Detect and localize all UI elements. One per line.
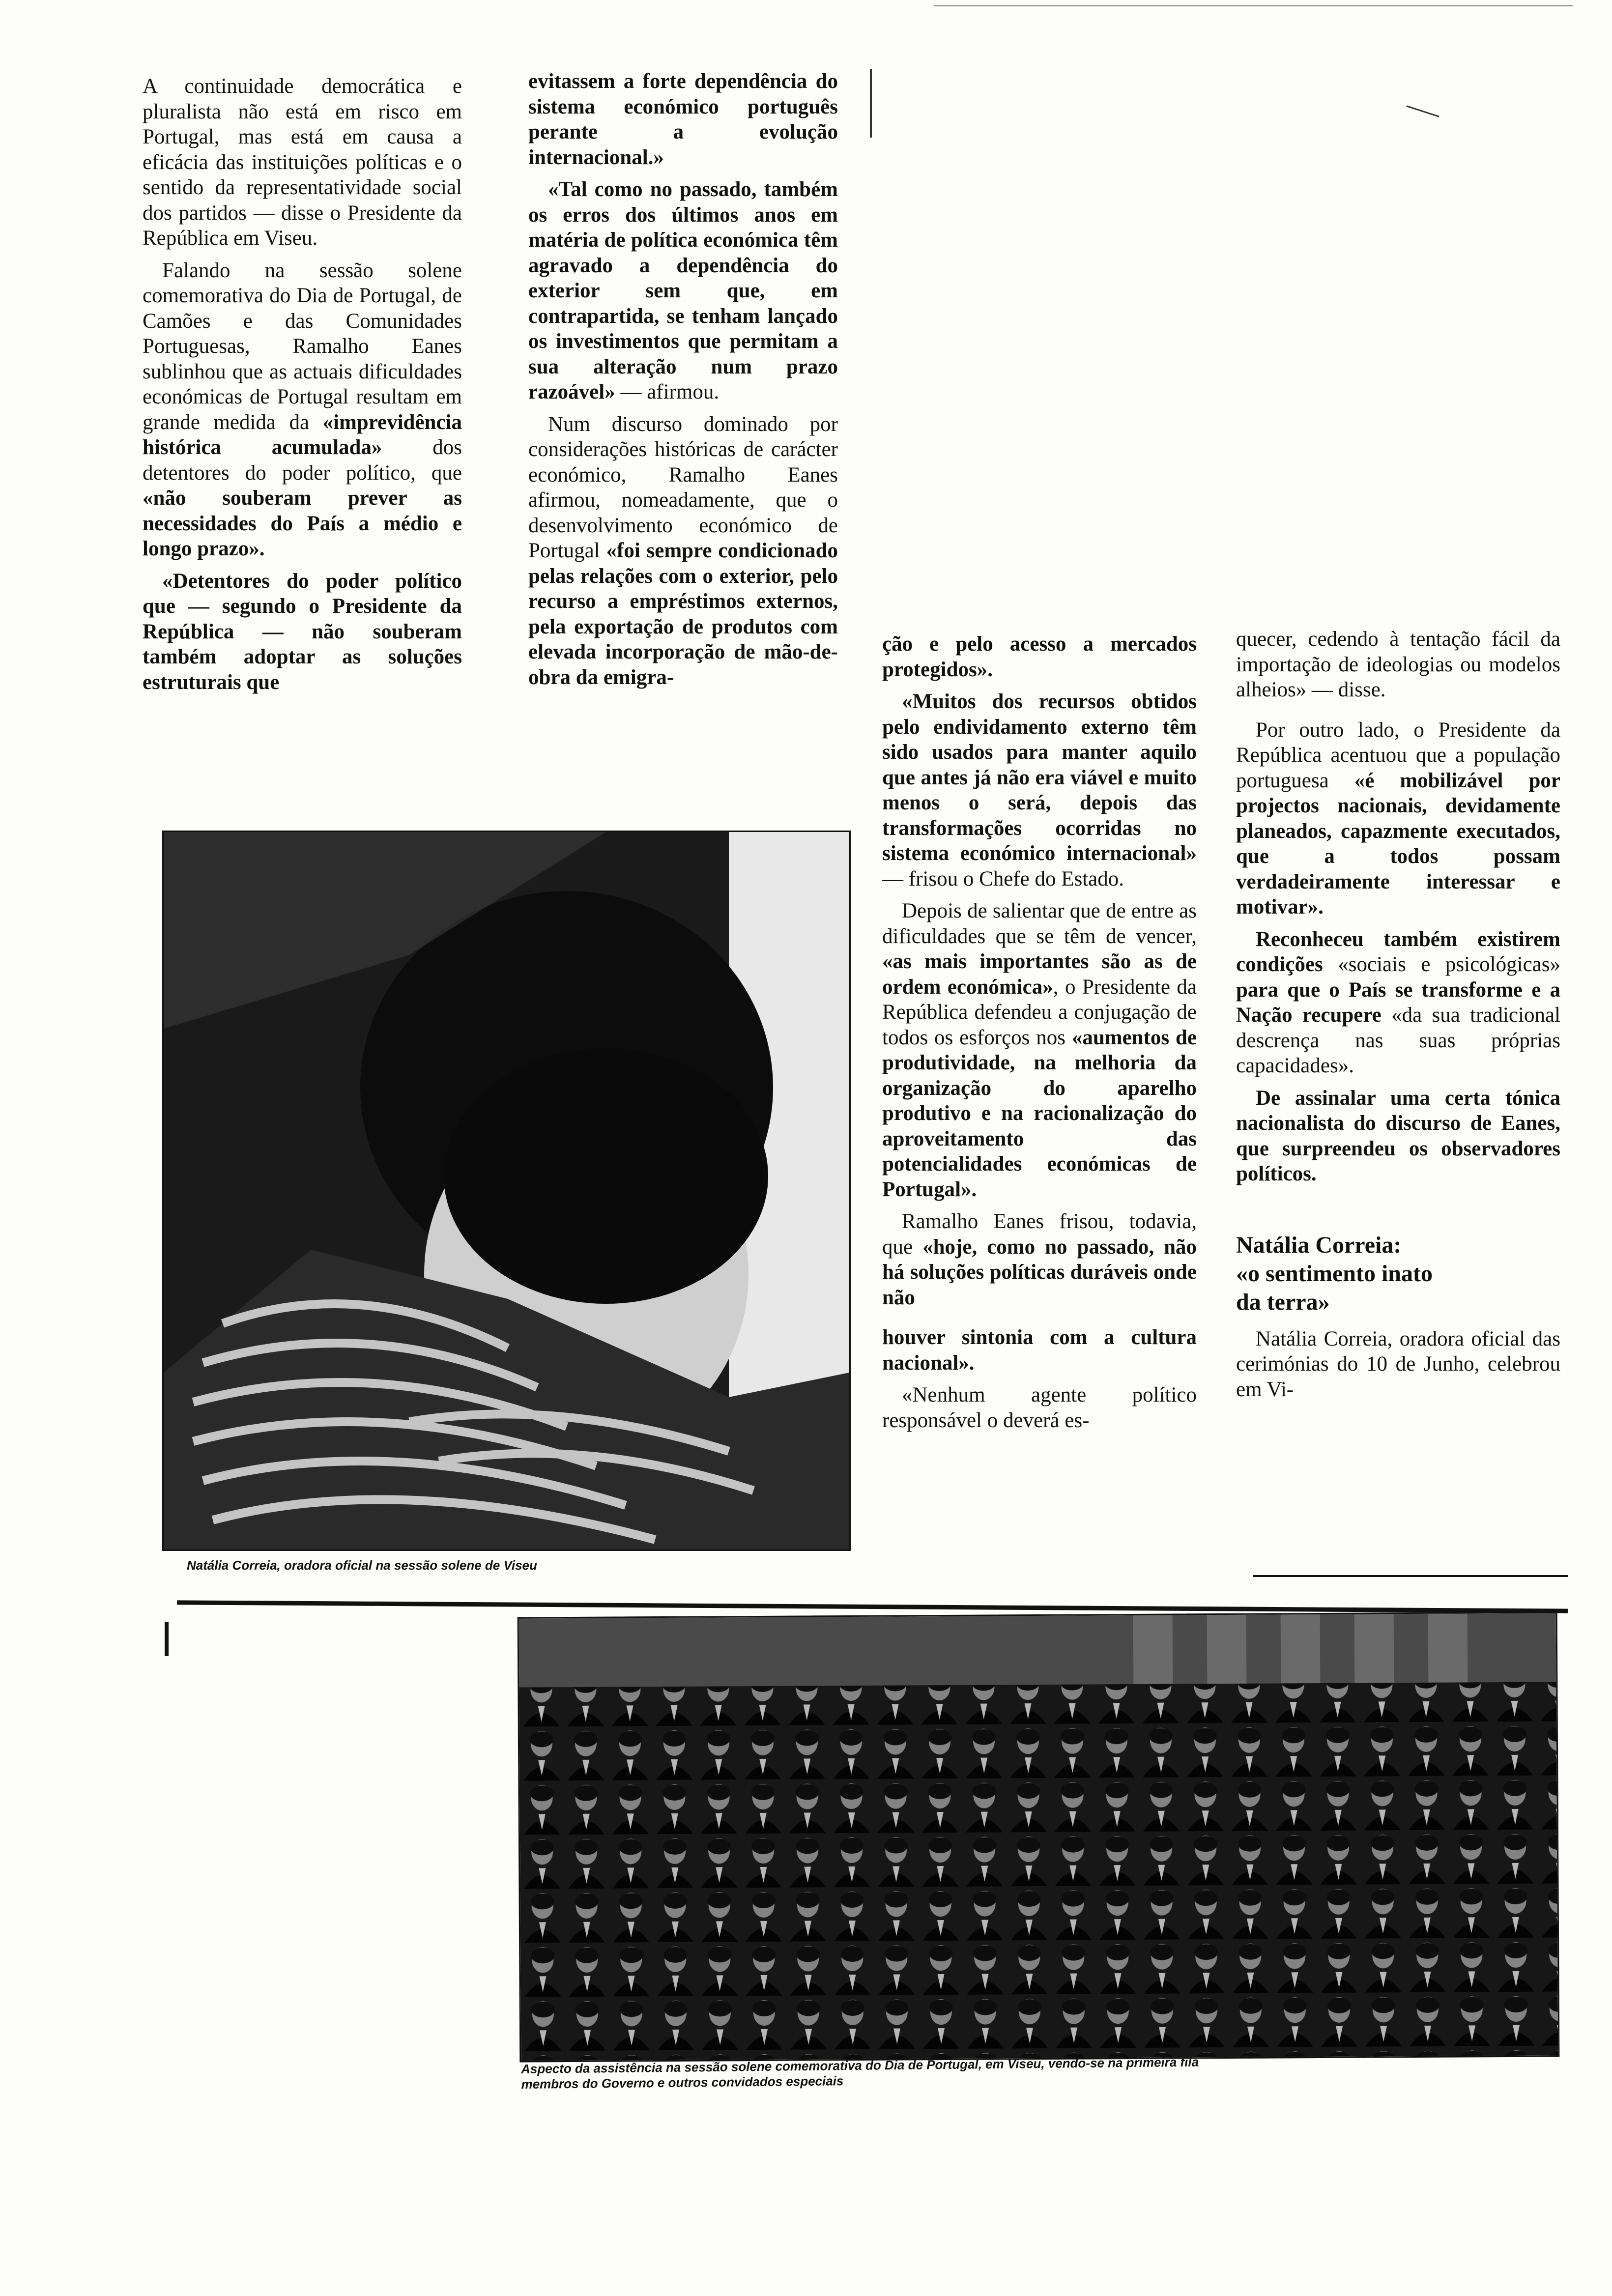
paragraph: houver sintonia com a cultura nacional». [882,1326,1197,1375]
photo-natalia-correia [162,831,851,1551]
caption-line: membros do Governo e outros convidados especiais [521,2073,844,2092]
portrait-image [164,832,849,1550]
paragraph: Reconheceu também existirem condições «sociais e psicológicas» para que o País se transforme e a Nação recupere «da sua tradicional descrença nas suas próprias capacidades». [1236,927,1560,1077]
paragraph: evitassem a forte dependência do sistema económico português perante a evolução internacional.» [528,70,838,169]
subheading [1236,1231,1560,1317]
paragraph: A continuidade democrática e pluralista não está em risco em Portugal, mas está em causa a eficácia das instituições políticas e o sentido da representatividade social dos partidos — disse o Presidente da República em Viseu. [143,75,462,250]
column-3 [882,631,1197,1440]
paragraph: Ramalho Eanes frisou, todavia, que «hoje, como no passado, não há soluções políticas duráveis onde não [882,1210,1197,1309]
paragraph: «Tal como no passado, também os erros dos últimos anos em matéria de política económica têm agravado a dependência do exterior sem que, em contrapartida, se tenham lançado os investimentos que permitam a sua alteração num prazo razoável» — afirmou. [528,178,838,403]
paragraph: Por outro lado, o Presidente da República acentuou que a população portuguesa «é mobilizável por projectos nacionais, devidamente planeados, capazmente executados, que a todos possam verdadeiramente interessar e motivar». [1236,718,1560,918]
column-1 [143,74,462,702]
subheading-line: «o sentimento inato [1236,1260,1433,1287]
paragraph: De assinalar uma certa tónica nacionalista do discurso de Eanes, que surpreendeu os observadores políticos. [1236,1086,1560,1185]
scan-mark [1406,105,1439,117]
paragraph: Num discurso dominado por considerações históricas de carácter económico, Ramalho Eanes afirmou, nomeadamente, que o desenvolvimento económico de Portugal «foi sempre condicionado pelas relações com o exterior, pelo recurso a empréstimos externos, pela exportação de produtos com elevada incorporação de mão-de-obra da emigra- [528,412,838,689]
audience-image [519,1613,1558,2061]
paragraph: «Muitos dos recursos obtidos pelo endividamento externo têm sido usados para manter aquilo que antes já não era viável e muito menos o será, depois das transformações ocorridas no sistema económico internacional» — frisou o Chefe do Estado. [882,690,1197,890]
divider-rule [177,1600,1568,1613]
photo-caption-2 [521,2055,1199,2092]
scan-mark [934,5,1573,6]
paragraph: Falando na sessão solene comemorativa do Dia de Portugal, de Camões e das Comunidades Portuguesas, Ramalho Eanes sublinhou que as actuais dificuldades económicas de Portugal resultam em grande medida da «imprevidência histórica acumulada» dos detentores do poder político, que «não souberam prever as necessidades do País a médio e longo prazo». [143,258,462,560]
subheading-line: Natália Correia: [1236,1232,1402,1258]
divider-rule [1253,1575,1568,1577]
paragraph: ção e pelo acesso a mercados protegidos». [882,632,1197,681]
divider-rule [165,1622,169,1656]
column-2 [528,69,838,697]
caption-line: Aspecto da assistência na sessão solene comemorativa do Dia de Portugal, em Viseu, vendo-se na primeira fila [521,2054,1199,2076]
photo-caption-1: Natália Correia, oradora oficial na sessão solene de Viseu [187,1558,537,1573]
paragraph: Depois de salientar que de entre as dificuldades que se têm de vencer, «as mais importantes são as de ordem económica», o Presidente da República defendeu a conjugação de todos os esforços nos «aumentos de produtividade, na melhoria da organização do aparelho produtivo e na racionalização do aproveitamento das potencialidades económicas de Portugal». [882,899,1197,1201]
paragraph: «Nenhum agente político responsável o deverá es- [882,1383,1197,1432]
subheading-line: da terra» [1236,1289,1330,1315]
paragraph: quecer, cedendo à tentação fácil da importação de ideologias ou modelos alheios» — disse. [1236,628,1560,701]
scan-mark [870,69,872,138]
photo-audience [518,1611,1560,2062]
column-4 [1236,627,1560,1409]
paragraph: Natália Correia, oradora oficial das cerimónias do 10 de Junho, celebrou em Vi- [1236,1327,1560,1401]
paragraph: «Detentores do poder político que — segundo o Presidente da República — não souberam também adoptar as soluções estruturais que [143,569,462,694]
